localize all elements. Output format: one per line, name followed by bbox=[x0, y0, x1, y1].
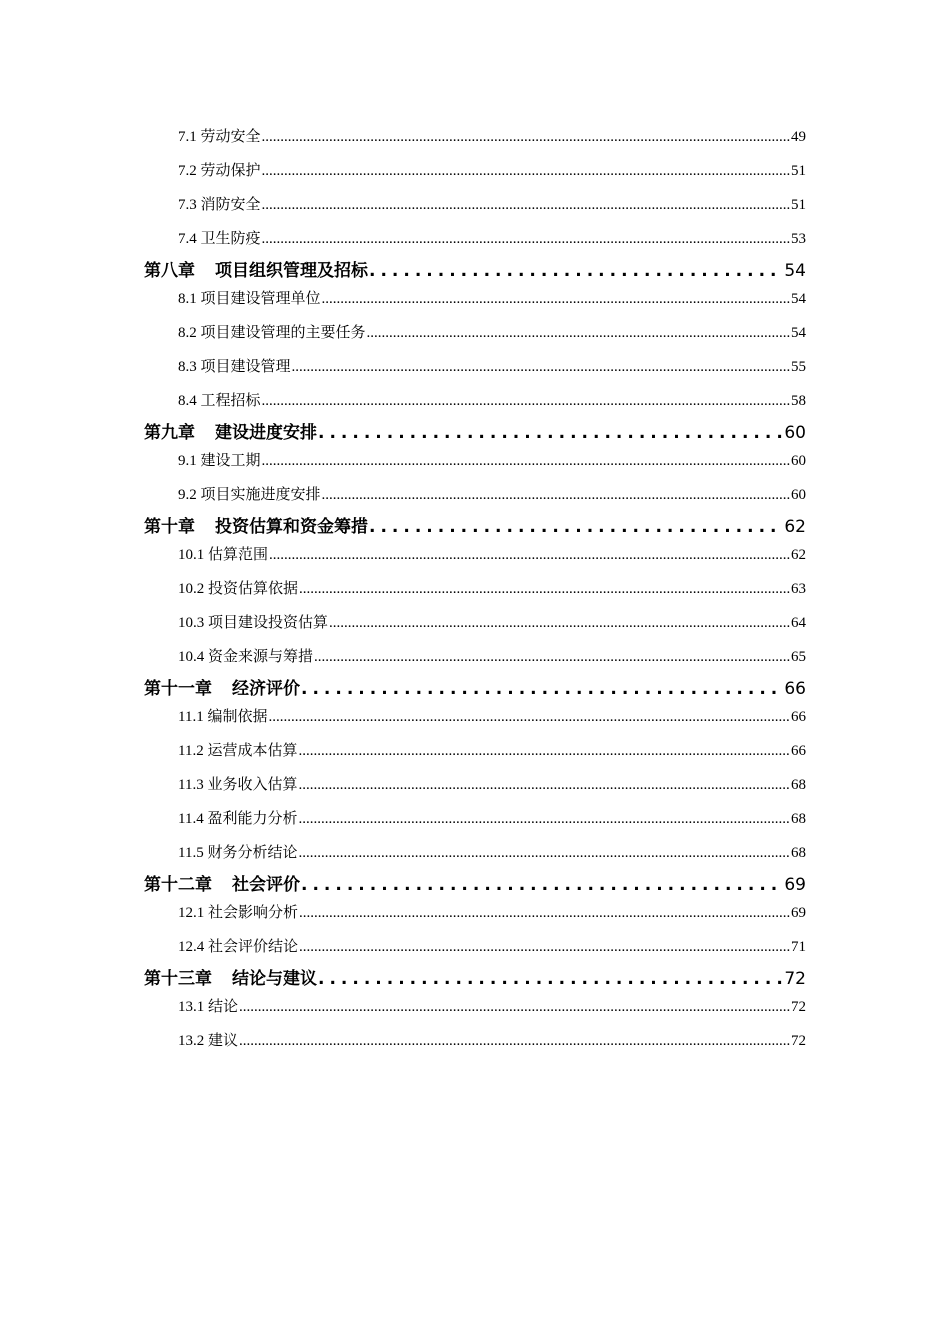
leader-dots bbox=[269, 540, 790, 570]
chapter-number: 第十章 bbox=[144, 517, 195, 537]
toc-entry-title bbox=[144, 420, 317, 446]
toc-entry-title: 8.1 项目建设管理单位 bbox=[178, 291, 321, 307]
page-number: 54 bbox=[791, 325, 806, 341]
leader-dots bbox=[322, 480, 790, 510]
leader-dots bbox=[318, 420, 783, 446]
toc-entry-title: 10.2 投资估算依据 bbox=[178, 581, 299, 597]
page-number: 58 bbox=[791, 393, 806, 409]
toc-entry-title: 7.4 卫生防疫 bbox=[178, 231, 261, 247]
chapter-title: 投资估算和资金筹措 bbox=[215, 517, 368, 537]
page-number: 51 bbox=[791, 197, 806, 213]
toc-section-entry[interactable] bbox=[144, 932, 806, 966]
toc-chapter-entry[interactable] bbox=[144, 514, 806, 540]
toc-entry-title: 8.4 工程招标 bbox=[178, 393, 261, 409]
page-number: 54 bbox=[784, 261, 806, 281]
leader-dots bbox=[262, 156, 790, 186]
toc-entry-title bbox=[144, 514, 368, 540]
toc-chapter-entry[interactable] bbox=[144, 872, 806, 898]
toc-chapter-entry[interactable] bbox=[144, 966, 806, 992]
toc-entry-title: 13.2 建议 bbox=[178, 1033, 239, 1049]
toc-entry-title: 9.1 建设工期 bbox=[178, 453, 261, 469]
chapter-title: 社会评价 bbox=[232, 875, 300, 895]
table-of-contents bbox=[144, 122, 806, 1060]
leader-dots bbox=[298, 736, 790, 766]
toc-entry-title bbox=[144, 258, 368, 284]
leader-dots bbox=[298, 804, 790, 834]
page-number: 71 bbox=[791, 939, 806, 955]
toc-section-entry[interactable] bbox=[144, 642, 806, 676]
page-number: 62 bbox=[784, 517, 806, 537]
toc-entry-title: 8.3 项目建设管理 bbox=[178, 359, 291, 375]
page-number: 60 bbox=[784, 423, 806, 443]
leader-dots bbox=[299, 932, 790, 962]
toc-section-entry[interactable] bbox=[144, 574, 806, 608]
chapter-title: 建设进度安排 bbox=[215, 423, 317, 443]
toc-entry-title bbox=[144, 676, 300, 702]
toc-entry-title: 12.1 社会影响分析 bbox=[178, 905, 299, 921]
chapter-title: 经济评价 bbox=[232, 679, 300, 699]
leader-dots bbox=[299, 898, 790, 928]
leader-dots bbox=[369, 514, 783, 540]
page-number: 63 bbox=[791, 581, 806, 597]
leader-dots bbox=[369, 258, 783, 284]
toc-section-entry[interactable] bbox=[144, 190, 806, 224]
leader-dots bbox=[292, 352, 790, 382]
chapter-number: 第十二章 bbox=[144, 875, 212, 895]
toc-entry-title: 11.4 盈利能力分析 bbox=[178, 811, 298, 827]
toc-entry-title: 9.2 项目实施进度安排 bbox=[178, 487, 321, 503]
toc-section-entry[interactable] bbox=[144, 992, 806, 1026]
leader-dots bbox=[262, 190, 790, 220]
page-number: 49 bbox=[791, 129, 806, 145]
page-number: 55 bbox=[791, 359, 806, 375]
toc-section-entry[interactable] bbox=[144, 386, 806, 420]
leader-dots bbox=[329, 608, 790, 638]
leader-dots bbox=[262, 386, 790, 416]
page-number: 72 bbox=[784, 969, 806, 989]
chapter-number: 第八章 bbox=[144, 261, 195, 281]
page-number: 65 bbox=[791, 649, 806, 665]
leader-dots bbox=[262, 446, 790, 476]
toc-section-entry[interactable] bbox=[144, 770, 806, 804]
leader-dots bbox=[301, 872, 783, 898]
page-number: 60 bbox=[791, 453, 806, 469]
toc-entry-title: 10.4 资金来源与筹措 bbox=[178, 649, 314, 665]
toc-entry-title: 11.5 财务分析结论 bbox=[178, 845, 298, 861]
toc-section-entry[interactable] bbox=[144, 1026, 806, 1060]
leader-dots bbox=[268, 702, 790, 732]
chapter-number: 第十一章 bbox=[144, 679, 212, 699]
leader-dots bbox=[239, 992, 790, 1022]
leader-dots bbox=[318, 966, 783, 992]
chapter-title: 项目组织管理及招标 bbox=[215, 261, 368, 281]
leader-dots bbox=[298, 770, 790, 800]
toc-entry-title: 10.3 项目建设投资估算 bbox=[178, 615, 329, 631]
toc-entry-title: 8.2 项目建设管理的主要任务 bbox=[178, 325, 366, 341]
leader-dots bbox=[299, 574, 790, 604]
page-number: 51 bbox=[791, 163, 806, 179]
toc-section-entry[interactable] bbox=[144, 838, 806, 872]
toc-section-entry[interactable] bbox=[144, 284, 806, 318]
toc-section-entry[interactable] bbox=[144, 352, 806, 386]
toc-section-entry[interactable] bbox=[144, 446, 806, 480]
toc-entry-title: 13.1 结论 bbox=[178, 999, 239, 1015]
toc-section-entry[interactable] bbox=[144, 156, 806, 190]
toc-entry-title: 10.1 估算范围 bbox=[178, 547, 269, 563]
toc-section-entry[interactable] bbox=[144, 608, 806, 642]
page-number: 64 bbox=[791, 615, 806, 631]
page-number: 66 bbox=[791, 743, 806, 759]
toc-section-entry[interactable] bbox=[144, 898, 806, 932]
page-number: 62 bbox=[791, 547, 806, 563]
toc-entry-title: 7.2 劳动保护 bbox=[178, 163, 261, 179]
toc-entry-title bbox=[144, 872, 300, 898]
toc-section-entry[interactable] bbox=[144, 480, 806, 514]
page-number: 72 bbox=[791, 999, 806, 1015]
page-number: 66 bbox=[791, 709, 806, 725]
page-number: 68 bbox=[791, 777, 806, 793]
page-number: 69 bbox=[791, 905, 806, 921]
toc-entry-title bbox=[144, 966, 317, 992]
toc-section-entry[interactable] bbox=[144, 318, 806, 352]
toc-section-entry[interactable] bbox=[144, 540, 806, 574]
toc-chapter-entry[interactable] bbox=[144, 420, 806, 446]
leader-dots bbox=[239, 1026, 790, 1056]
toc-entry-title: 11.1 编制依据 bbox=[178, 709, 268, 725]
leader-dots bbox=[367, 318, 790, 348]
leader-dots bbox=[322, 284, 790, 314]
toc-section-entry[interactable] bbox=[144, 224, 806, 258]
toc-chapter-entry[interactable] bbox=[144, 676, 806, 702]
toc-entry-title: 7.3 消防安全 bbox=[178, 197, 261, 213]
toc-section-entry[interactable] bbox=[144, 122, 806, 156]
toc-section-entry[interactable] bbox=[144, 804, 806, 838]
toc-chapter-entry[interactable] bbox=[144, 258, 806, 284]
toc-entry-title: 12.4 社会评价结论 bbox=[178, 939, 299, 955]
page-number: 66 bbox=[784, 679, 806, 699]
toc-entry-title: 7.1 劳动安全 bbox=[178, 129, 261, 145]
leader-dots bbox=[314, 642, 790, 672]
page-number: 53 bbox=[791, 231, 806, 247]
leader-dots bbox=[298, 838, 790, 868]
page-number: 69 bbox=[784, 875, 806, 895]
toc-entry-title: 11.2 运营成本估算 bbox=[178, 743, 298, 759]
toc-section-entry[interactable] bbox=[144, 702, 806, 736]
toc-entry-title: 11.3 业务收入估算 bbox=[178, 777, 298, 793]
leader-dots bbox=[262, 224, 790, 254]
page-number: 60 bbox=[791, 487, 806, 503]
chapter-number: 第九章 bbox=[144, 423, 195, 443]
chapter-number: 第十三章 bbox=[144, 969, 212, 989]
leader-dots bbox=[301, 676, 783, 702]
leader-dots bbox=[262, 122, 790, 152]
toc-section-entry[interactable] bbox=[144, 736, 806, 770]
page-number: 68 bbox=[791, 811, 806, 827]
page-number: 54 bbox=[791, 291, 806, 307]
page-number: 68 bbox=[791, 845, 806, 861]
chapter-title: 结论与建议 bbox=[232, 969, 317, 989]
page-number: 72 bbox=[791, 1033, 806, 1049]
